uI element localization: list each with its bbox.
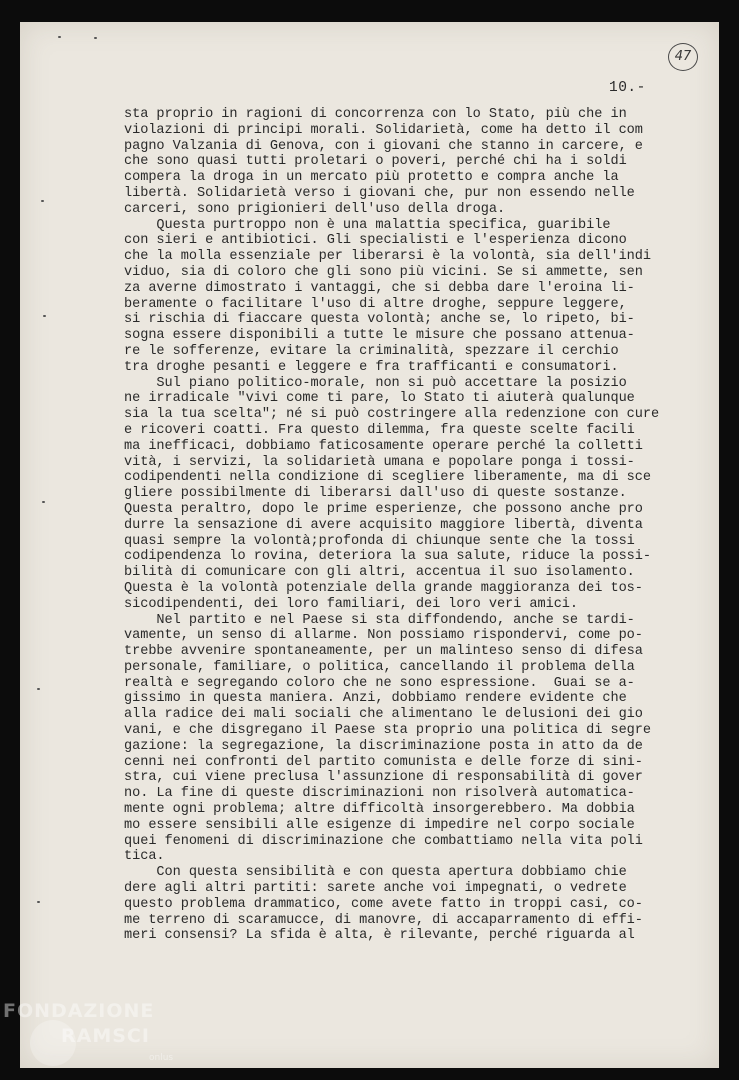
page-number: 10.- (609, 80, 646, 96)
text-line: viduo, sia di coloro che gli sono più vicini. Se si ammette, sen (124, 264, 643, 280)
text-line: tica. (124, 849, 165, 865)
text-line: violazioni di principi morali. Solidarietà, come ha detto il com (124, 122, 643, 138)
text-line: gissimo in questa maniera. Anzi, dobbiamo rendere evidente che (124, 691, 627, 707)
watermark-line1: FONDAZIONE (3, 1000, 155, 1022)
text-line: quei fenomeni di discriminazione che combattiamo nella vita poli (124, 833, 643, 849)
text-line: vamente, un senso di allarme. Non possiamo rispondervi, come po- (124, 628, 643, 644)
margin-mark (43, 315, 46, 317)
text-line: me terreno di scaramucce, di manovre, di accaparramento di effi- (124, 912, 643, 928)
text-line: ma inefficaci, dobbiamo faticosamente operare perché la colletti (124, 438, 643, 454)
text-line: Con questa sensibilità e con questa apertura dobbiamo chie (124, 865, 627, 881)
text-line: carceri, sono prigionieri dell'uso della droga. (124, 201, 506, 217)
text-line: vità, i servizi, la solidarietà umana e popolare ponga i tossi- (124, 454, 635, 470)
text-line: Nel partito e nel Paese si sta diffondendo, anche se tardi- (124, 612, 635, 628)
typewritten-text (124, 107, 694, 944)
text-line: Sul piano politico-morale, non si può accettare la posizio (124, 375, 627, 391)
scan-mark (94, 37, 97, 39)
text-line: questo problema drammatico, come avete fatto in troppi casi, co- (124, 896, 643, 912)
text-line: gazione: la segregazione, la discriminazione posta in atto da de (124, 738, 643, 754)
text-line: tra droghe pesanti e leggere e fra trafficanti e consumatori. (124, 359, 619, 375)
margin-mark (42, 501, 45, 503)
margin-mark (37, 901, 40, 903)
text-line: realtà e segregando coloro che ne sono espressione. Guai se a- (124, 675, 635, 691)
text-line: meri consensi? La sfida è alta, è rilevante, perché riguarda al (124, 928, 635, 944)
text-line: con sieri e antibiotici. Gli specialisti e l'esperienza dicono (124, 233, 627, 249)
text-line: Questa è la volontà potenziale della grande maggioranza dei tos- (124, 580, 643, 596)
text-line: libertà. Solidarietà verso i giovani che, pur non essendo nelle (124, 185, 635, 201)
margin-mark (37, 688, 40, 690)
text-line: trebbe avvenire spontaneamente, per un malinteso senso di difesa (124, 644, 643, 660)
text-line: pagno Valzania di Genova, con i giovani che stanno in carcere, e (124, 138, 643, 154)
text-line: gliere possibilmente di liberarsi dall'uso di queste sostanze. (124, 486, 627, 502)
text-line: Questa purtroppo non è una malattia specifica, guaribile (124, 217, 611, 233)
archive-stamp: 47 (668, 43, 698, 71)
text-line: codipendenti nella condizione di scegliere liberamente, ma di sce (124, 470, 651, 486)
scan-mark (58, 36, 61, 38)
text-line: si rischia di fiaccare questa volontà; anche se, lo ripeto, bi- (124, 312, 635, 328)
text-line: durre la sensazione di avere acquisito maggiore libertà, diventa (124, 517, 643, 533)
text-line: personale, familiare, o politica, cancellando il problema della (124, 659, 635, 675)
text-line: sogna essere disponibili a tutte le misure che possano attenua- (124, 328, 635, 344)
text-line: re le sofferenze, evitare la criminalità, spezzare il cerchio (124, 343, 619, 359)
text-line: mente ogni problema; altre difficoltà insorgerebbero. Ma dobbia (124, 802, 635, 818)
text-line: no. La fine di queste discriminazioni non risolverà automatica- (124, 786, 635, 802)
text-line: mo essere sensibili alle esigenze di impedire nel corpo sociale (124, 817, 635, 833)
text-line: che la molla essenziale per liberarsi è la volontà, sia dell'indi (124, 249, 651, 265)
watermark-line2: RAMSCI (61, 1025, 150, 1047)
text-line: beramente o facilitare l'uso di altre droghe, seppure leggere, (124, 296, 627, 312)
text-line: codipendenza lo rovina, deteriora la sua salute, riduce la possi- (124, 549, 651, 565)
text-line: sia la tua scelta"; né si può costringere alla redenzione con cure (124, 407, 660, 423)
text-line: sta proprio in ragioni di concorrenza con lo Stato, più che in (124, 107, 627, 122)
watermark-sub: onlus (149, 1053, 174, 1063)
text-line: za averne dimostrato i vantaggi, che si debba dare l'eroina li- (124, 280, 635, 296)
text-line: cenni nei confronti del partito comunista e delle forze di sini- (124, 754, 643, 770)
text-line: compera la droga in un mercato più protetto e compra anche la (124, 170, 619, 186)
document-page (20, 22, 719, 1068)
text-line: alla radice dei mali sociali che alimentano le delusioni dei gio (124, 707, 643, 723)
text-line: vani, e che disgregano il Paese sta proprio una politica di segre (124, 723, 651, 739)
text-line: bilità di comunicare con gli altri, accentua il suo isolamento. (124, 565, 635, 581)
text-line: stra, cui viene preclusa l'assunzione di responsabilità di gover (124, 770, 643, 786)
text-line: quasi sempre la volontà;profonda di chiunque sente che la tossi (124, 533, 635, 549)
text-line: dere agli altri partiti: sarete anche voi impegnati, o vedrete (124, 881, 627, 897)
text-line: che sono quasi tutti proletari o poveri, perché chi ha i soldi (124, 154, 627, 170)
text-line: Questa peraltro, dopo le prime esperienze, che possono anche pro (124, 501, 643, 517)
margin-mark (41, 200, 44, 202)
text-line: sicodipendenti, dei loro familiari, dei loro veri amici. (124, 596, 579, 612)
text-line: e ricoveri coatti. Fra questo dilemma, fra queste scelte facili (124, 422, 635, 438)
text-line: ne irradicale "vivi come ti pare, lo Stato ti aiuterà qualunque (124, 391, 635, 407)
